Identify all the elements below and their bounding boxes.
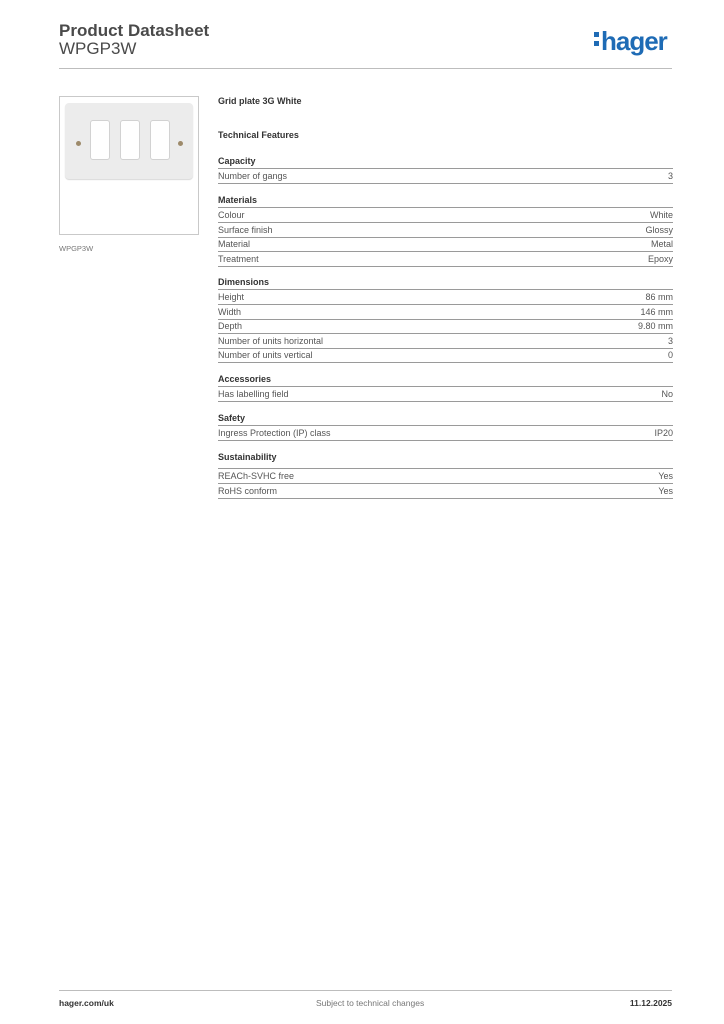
section-title: Safety: [218, 413, 246, 423]
spec-value: Yes: [658, 471, 673, 481]
spec-row: [218, 224, 673, 238]
spec-row: [218, 470, 673, 484]
spec-label: Number of units vertical: [218, 350, 313, 361]
spec-row: [218, 306, 673, 320]
section-divider: [218, 468, 673, 469]
header-divider: [59, 68, 672, 69]
logo-colon-icon: [594, 32, 599, 50]
section-divider: [218, 207, 673, 208]
product-image: [59, 96, 199, 235]
spec-label: Treatment: [218, 253, 259, 264]
footer-website: hager.com/uk: [59, 998, 114, 1008]
spec-label: Width: [218, 306, 242, 317]
spec-label: Height: [218, 292, 245, 302]
section-divider: [218, 425, 673, 426]
spec-value: 3: [667, 171, 673, 181]
section-title: Capacity: [218, 156, 256, 166]
spec-label: Ingress Protection (IP) class: [218, 428, 331, 438]
spec-label: Number of units horizontal: [218, 335, 324, 346]
page-title: Product Datasheet: [59, 21, 210, 40]
spec-row: [218, 388, 673, 402]
footer-date: 11.12.2025: [629, 998, 672, 1008]
spec-value: Glossy: [645, 224, 673, 235]
spec-row: [218, 485, 673, 499]
plate-aperture: [150, 120, 170, 160]
footer-divider: [59, 990, 672, 991]
spec-label: Has labelling field: [218, 389, 289, 399]
spec-label: Surface finish: [218, 224, 273, 235]
spec-value: IP20: [654, 428, 673, 438]
spec-label: Number of gangs: [218, 171, 288, 181]
logo-text: hager: [601, 26, 667, 56]
hager-logo: [594, 26, 667, 57]
screw-icon: [76, 141, 81, 146]
spec-label: REACh-SVHC free: [218, 471, 295, 481]
spec-value: Yes: [658, 485, 673, 496]
image-caption: WPGP3W: [59, 244, 94, 253]
section-title: Accessories: [218, 374, 272, 384]
section-divider: [218, 386, 673, 387]
spec-value: 146 mm: [640, 306, 673, 317]
plate-aperture: [120, 120, 140, 160]
spec-label: Depth: [218, 321, 243, 332]
spec-value: No: [661, 389, 673, 399]
section-title: Dimensions: [218, 277, 270, 287]
spec-label: Material: [218, 239, 251, 250]
spec-value: 86 mm: [645, 292, 673, 302]
technical-features-heading: Technical Features: [218, 130, 299, 140]
spec-row: [218, 335, 673, 349]
plate-aperture: [90, 120, 110, 160]
spec-value: 0: [667, 350, 673, 361]
spec-row: [218, 238, 673, 252]
spec-row: [218, 209, 673, 223]
spec-row: [218, 349, 673, 363]
spec-value: White: [649, 210, 673, 220]
spec-row: [218, 253, 673, 267]
spec-value: Metal: [650, 239, 673, 250]
section-divider: [218, 289, 673, 290]
product-name: Grid plate 3G White: [218, 96, 302, 106]
spec-row: [218, 291, 673, 305]
screw-icon: [178, 141, 183, 146]
section-divider: [218, 168, 673, 169]
product-code: WPGP3W: [59, 39, 137, 58]
spec-value: 9.80 mm: [637, 321, 673, 332]
spec-row: [218, 320, 673, 334]
spec-row: [218, 427, 673, 441]
section-title: Materials: [218, 195, 258, 205]
spec-label: Colour: [218, 210, 245, 220]
spec-row: [218, 170, 673, 184]
footer-notice: Subject to technical changes: [316, 998, 425, 1008]
grid-plate-picture: [65, 103, 193, 179]
section-title: Sustainability: [218, 452, 277, 462]
spec-value: 3: [667, 335, 673, 346]
spec-label: RoHS conform: [218, 485, 278, 496]
spec-value: Epoxy: [647, 253, 673, 264]
